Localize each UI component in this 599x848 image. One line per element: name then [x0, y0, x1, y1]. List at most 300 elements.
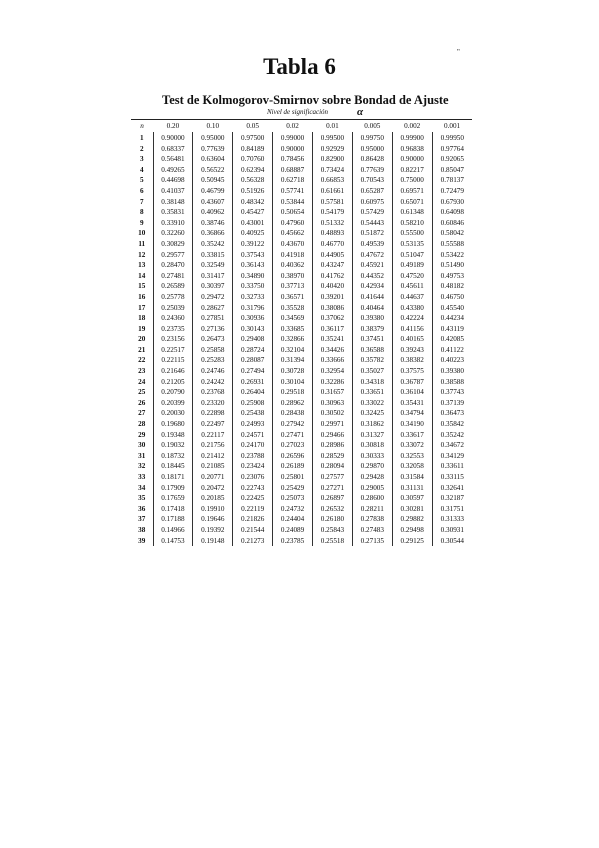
critical-value-cell: 0.24360 — [153, 313, 193, 324]
critical-value-cell: 0.30281 — [392, 504, 432, 515]
critical-value-cell: 0.17188 — [153, 514, 193, 525]
critical-value-cell: 0.32954 — [313, 366, 353, 377]
critical-value-cell: 0.21273 — [233, 536, 273, 547]
row-n-cell: 7 — [139, 197, 144, 206]
critical-value-cell: 0.96838 — [392, 144, 432, 155]
critical-value-cell: 0.56522 — [193, 165, 233, 176]
critical-value-cell: 0.32187 — [432, 493, 472, 504]
critical-value-cell: 0.29472 — [193, 292, 233, 303]
critical-value-cell: 0.35242 — [432, 430, 472, 441]
critical-value-cell: 0.57581 — [313, 197, 353, 208]
critical-value-cell: 0.46770 — [313, 239, 353, 250]
critical-value-cell: 0.21756 — [193, 440, 233, 451]
critical-value-cell: 0.97500 — [233, 132, 273, 144]
critical-value-cell: 0.36588 — [352, 345, 392, 356]
critical-value-cell: 0.77639 — [352, 165, 392, 176]
critical-value-cell: 0.30829 — [153, 239, 193, 250]
critical-value-cell: 0.41918 — [273, 250, 313, 261]
critical-value-cell: 0.54179 — [313, 207, 353, 218]
table-row — [131, 483, 472, 494]
row-n-cell: 22 — [138, 356, 146, 365]
critical-value-cell: 0.34794 — [392, 408, 432, 419]
critical-value-cell: 0.33072 — [392, 440, 432, 451]
column-header-alpha: 0.02 — [286, 122, 299, 130]
critical-value-cell: 0.38086 — [313, 303, 353, 314]
critical-value-cell: 0.84189 — [233, 144, 273, 155]
critical-value-cell: 0.27471 — [273, 430, 313, 441]
critical-value-cell: 0.45921 — [352, 260, 392, 271]
critical-value-cell: 0.53844 — [273, 197, 313, 208]
table-row — [131, 387, 472, 398]
critical-value-cell: 0.32260 — [153, 228, 193, 239]
critical-value-cell: 0.92065 — [432, 154, 472, 165]
critical-value-cell: 0.23735 — [153, 324, 193, 335]
critical-value-cell: 0.36104 — [392, 387, 432, 398]
table-row — [131, 493, 472, 504]
critical-value-cell: 0.34426 — [313, 345, 353, 356]
critical-value-cell: 0.65071 — [392, 197, 432, 208]
table-row — [131, 461, 472, 472]
critical-value-cell: 0.25908 — [233, 398, 273, 409]
table-row — [131, 303, 472, 314]
critical-value-cell: 0.86428 — [352, 154, 392, 165]
critical-value-cell: 0.31327 — [352, 430, 392, 441]
critical-value-cell: 0.48893 — [313, 228, 353, 239]
critical-value-cell: 0.21412 — [193, 451, 233, 462]
critical-value-cell: 0.27136 — [193, 324, 233, 335]
critical-value-cell: 0.48342 — [233, 197, 273, 208]
critical-value-cell: 0.23156 — [153, 334, 193, 345]
critical-value-cell: 0.55500 — [392, 228, 432, 239]
critical-value-cell: 0.18171 — [153, 472, 193, 483]
table-row — [131, 451, 472, 462]
table-row — [131, 514, 472, 525]
critical-value-cell: 0.27838 — [352, 514, 392, 525]
critical-value-cell: 0.32733 — [233, 292, 273, 303]
critical-value-cell: 0.31751 — [432, 504, 472, 515]
critical-value-cell: 0.49265 — [153, 165, 193, 176]
row-n-cell: 2 — [139, 144, 144, 153]
critical-value-cell: 0.22115 — [153, 355, 193, 366]
critical-value-cell: 0.32641 — [432, 483, 472, 494]
critical-value-cell: 0.99500 — [313, 132, 353, 144]
critical-value-cell: 0.28724 — [233, 345, 273, 356]
critical-value-cell: 0.29870 — [352, 461, 392, 472]
critical-value-cell: 0.56481 — [153, 154, 193, 165]
critical-value-cell: 0.31333 — [432, 514, 472, 525]
critical-value-cell: 0.22743 — [233, 483, 273, 494]
critical-value-cell: 0.41122 — [432, 345, 472, 356]
critical-value-cell: 0.14966 — [153, 525, 193, 536]
critical-value-cell: 0.50654 — [273, 207, 313, 218]
critical-value-cell: 0.70760 — [233, 154, 273, 165]
critical-value-cell: 0.35431 — [392, 398, 432, 409]
critical-value-cell: 0.37575 — [392, 366, 432, 377]
row-n-cell: 4 — [139, 165, 144, 174]
critical-value-cell: 0.43119 — [432, 324, 472, 335]
critical-value-cell: 0.33611 — [432, 461, 472, 472]
critical-value-cell: 0.27577 — [313, 472, 353, 483]
critical-value-cell: 0.26897 — [313, 493, 353, 504]
critical-value-cell: 0.99750 — [352, 132, 392, 144]
critical-value-cell: 0.44637 — [392, 292, 432, 303]
critical-value-cell: 0.28094 — [313, 461, 353, 472]
table-row — [131, 419, 472, 430]
critical-value-cell: 0.70543 — [352, 175, 392, 186]
critical-value-cell: 0.97764 — [432, 144, 472, 155]
critical-value-cell: 0.24993 — [233, 419, 273, 430]
critical-value-cell: 0.17418 — [153, 504, 193, 515]
critical-value-cell: 0.66853 — [313, 175, 353, 186]
critical-value-cell: 0.19392 — [193, 525, 233, 536]
critical-value-cell: 0.42085 — [432, 334, 472, 345]
critical-value-cell: 0.17659 — [153, 493, 193, 504]
row-n-cell: 30 — [138, 441, 146, 450]
critical-value-cell: 0.29005 — [352, 483, 392, 494]
critical-value-cell: 0.32549 — [193, 260, 233, 271]
critical-value-cell: 0.51332 — [313, 218, 353, 229]
critical-value-cell: 0.32866 — [273, 334, 313, 345]
critical-value-cell: 0.38148 — [153, 197, 193, 208]
critical-value-cell: 0.26473 — [193, 334, 233, 345]
critical-value-cell: 0.24242 — [193, 377, 233, 388]
table-row — [131, 440, 472, 451]
critical-value-cell: 0.45611 — [392, 281, 432, 292]
table-row — [131, 165, 472, 176]
row-n-cell: 3 — [139, 155, 144, 164]
row-n-cell: 12 — [138, 250, 146, 259]
critical-value-cell: 0.73424 — [313, 165, 353, 176]
critical-value-cell: 0.20399 — [153, 398, 193, 409]
table-row — [131, 345, 472, 356]
row-n-cell: 17 — [138, 303, 146, 312]
critical-value-cell: 0.44905 — [313, 250, 353, 261]
critical-value-cell: 0.22497 — [193, 419, 233, 430]
row-n-cell: 35 — [138, 494, 146, 503]
table-row — [131, 536, 472, 547]
critical-value-cell: 0.34672 — [432, 440, 472, 451]
critical-value-cell: 0.35831 — [153, 207, 193, 218]
critical-value-cell: 0.99000 — [273, 132, 313, 144]
critical-value-cell: 0.25438 — [233, 408, 273, 419]
row-n-cell: 33 — [138, 473, 146, 481]
critical-value-cell: 0.40165 — [392, 334, 432, 345]
critical-value-cell: 0.90000 — [153, 132, 193, 144]
critical-value-cell: 0.30143 — [233, 324, 273, 335]
critical-value-cell: 0.27851 — [193, 313, 233, 324]
critical-value-cell: 0.29971 — [313, 419, 353, 430]
critical-value-cell: 0.19032 — [153, 440, 193, 451]
critical-value-cell: 0.50945 — [193, 175, 233, 186]
critical-value-cell: 0.33910 — [153, 218, 193, 229]
critical-value-cell: 0.32553 — [392, 451, 432, 462]
critical-value-cell: 0.43247 — [313, 260, 353, 271]
critical-value-cell: 0.24404 — [273, 514, 313, 525]
row-n-cell: 10 — [138, 229, 146, 238]
table-row — [131, 313, 472, 324]
critical-value-cell: 0.51872 — [352, 228, 392, 239]
critical-value-cell: 0.31657 — [313, 387, 353, 398]
critical-value-cell: 0.57429 — [352, 207, 392, 218]
row-n-cell: 5 — [139, 176, 144, 185]
critical-value-cell: 0.24732 — [273, 504, 313, 515]
critical-value-cell: 0.27271 — [313, 483, 353, 494]
critical-value-cell: 0.43607 — [193, 197, 233, 208]
critical-value-cell: 0.34890 — [233, 271, 273, 282]
critical-value-cell: 0.24170 — [233, 440, 273, 451]
critical-value-cell: 0.82900 — [313, 154, 353, 165]
critical-value-cell: 0.47960 — [273, 218, 313, 229]
critical-value-cell: 0.37062 — [313, 313, 353, 324]
critical-value-cell: 0.31417 — [193, 271, 233, 282]
critical-value-cell: 0.58042 — [432, 228, 472, 239]
critical-value-cell: 0.25518 — [313, 536, 353, 547]
critical-value-cell: 0.62718 — [273, 175, 313, 186]
critical-value-cell: 0.43001 — [233, 218, 273, 229]
critical-value-cell: 0.46799 — [193, 186, 233, 197]
row-n-cell: 20 — [138, 335, 146, 344]
row-n-cell: 15 — [138, 282, 146, 291]
row-n-cell: 32 — [138, 462, 146, 471]
critical-value-cell: 0.41762 — [313, 271, 353, 282]
column-header-alpha: 0.10 — [206, 122, 220, 130]
critical-value-cell: 0.19646 — [193, 514, 233, 525]
critical-value-cell: 0.26532 — [313, 504, 353, 515]
critical-value-cell: 0.49753 — [432, 271, 472, 282]
critical-value-cell: 0.19348 — [153, 430, 193, 441]
critical-value-cell: 0.68887 — [273, 165, 313, 176]
critical-value-cell: 0.24746 — [193, 366, 233, 377]
row-n-cell: 16 — [138, 292, 146, 301]
critical-value-cell: 0.33666 — [313, 355, 353, 366]
critical-value-cell: 0.35027 — [352, 366, 392, 377]
critical-value-cell: 0.85047 — [432, 165, 472, 176]
critical-value-cell: 0.34129 — [432, 451, 472, 462]
critical-value-cell: 0.64098 — [432, 207, 472, 218]
row-n-cell: 38 — [138, 525, 146, 534]
row-n-cell: 21 — [138, 345, 146, 354]
critical-value-cell: 0.26931 — [233, 377, 273, 388]
critical-value-cell: 0.30818 — [352, 440, 392, 451]
critical-value-cell: 0.69571 — [392, 186, 432, 197]
critical-value-cell: 0.39380 — [352, 313, 392, 324]
critical-value-cell: 0.30963 — [313, 398, 353, 409]
alpha-symbol: α — [357, 106, 364, 118]
row-n-cell: 34 — [138, 483, 146, 492]
critical-value-cell: 0.35242 — [193, 239, 233, 250]
critical-value-cell: 0.31862 — [352, 419, 392, 430]
critical-value-cell: 0.49189 — [392, 260, 432, 271]
critical-value-cell: 0.27942 — [273, 419, 313, 430]
row-n-cell: 36 — [138, 504, 146, 513]
critical-value-cell: 0.34190 — [392, 419, 432, 430]
critical-value-cell: 0.30931 — [432, 525, 472, 536]
table-row — [131, 154, 472, 165]
table-body — [131, 132, 472, 546]
row-n-cell: 26 — [138, 398, 146, 407]
critical-value-cell: 0.62394 — [233, 165, 273, 176]
table-row — [131, 239, 472, 250]
critical-value-cell: 0.32058 — [392, 461, 432, 472]
critical-value-cell: 0.28211 — [352, 504, 392, 515]
row-n-cell: 8 — [139, 208, 144, 217]
table-row — [131, 504, 472, 515]
critical-value-cell: 0.26404 — [233, 387, 273, 398]
critical-value-cell: 0.28986 — [313, 440, 353, 451]
critical-value-cell: 0.36117 — [313, 324, 353, 335]
critical-value-cell: 0.33022 — [352, 398, 392, 409]
critical-value-cell: 0.29882 — [392, 514, 432, 525]
row-n-cell: 39 — [138, 536, 146, 545]
row-n-cell: 11 — [138, 239, 146, 248]
critical-value-cell: 0.30502 — [313, 408, 353, 419]
row-n-cell: 18 — [138, 314, 146, 323]
row-n-cell: 6 — [139, 186, 144, 195]
critical-value-cell: 0.23788 — [233, 451, 273, 462]
critical-value-cell: 0.25843 — [313, 525, 353, 536]
critical-value-cell: 0.25073 — [273, 493, 313, 504]
page-title: Tabla 6 — [263, 54, 336, 79]
critical-value-cell: 0.21646 — [153, 366, 193, 377]
critical-value-cell: 0.58210 — [392, 218, 432, 229]
critical-value-cell: 0.23768 — [193, 387, 233, 398]
critical-value-cell: 0.40962 — [193, 207, 233, 218]
critical-value-cell: 0.43380 — [392, 303, 432, 314]
critical-value-cell: 0.44234 — [432, 313, 472, 324]
critical-value-cell: 0.28087 — [233, 355, 273, 366]
critical-value-cell: 0.20185 — [193, 493, 233, 504]
critical-value-cell: 0.92929 — [313, 144, 353, 155]
critical-value-cell: 0.60846 — [432, 218, 472, 229]
table-row — [131, 197, 472, 208]
critical-value-cell: 0.37451 — [352, 334, 392, 345]
critical-value-cell: 0.21544 — [233, 525, 273, 536]
critical-value-cell: 0.20790 — [153, 387, 193, 398]
critical-value-cell: 0.72479 — [432, 186, 472, 197]
table-row — [131, 408, 472, 419]
critical-value-cell: 0.45427 — [233, 207, 273, 218]
critical-value-cell: 0.40362 — [273, 260, 313, 271]
critical-value-cell: 0.45540 — [432, 303, 472, 314]
critical-value-cell: 0.34318 — [352, 377, 392, 388]
column-header-n: n — [140, 122, 144, 130]
row-n-cell: 25 — [138, 388, 146, 397]
row-n-cell: 1 — [139, 134, 144, 142]
row-n-cell: 23 — [138, 367, 146, 376]
critical-value-cell: 0.33815 — [193, 250, 233, 261]
critical-value-cell: 0.82217 — [392, 165, 432, 176]
critical-value-cell: 0.41644 — [352, 292, 392, 303]
critical-value-cell: 0.31131 — [392, 483, 432, 494]
table-row — [131, 207, 472, 218]
critical-value-cell: 0.28438 — [273, 408, 313, 419]
critical-value-cell: 0.47520 — [392, 271, 432, 282]
significance-header — [131, 106, 472, 119]
critical-value-cell: 0.61348 — [392, 207, 432, 218]
critical-value-cell: 0.65287 — [352, 186, 392, 197]
critical-value-cell: 0.30544 — [432, 536, 472, 547]
critical-value-cell: 0.25858 — [193, 345, 233, 356]
critical-value-cell: 0.37713 — [273, 281, 313, 292]
critical-value-cell: 0.24089 — [273, 525, 313, 536]
critical-value-cell: 0.49539 — [352, 239, 392, 250]
critical-value-cell: 0.27135 — [352, 536, 392, 547]
critical-value-cell: 0.44352 — [352, 271, 392, 282]
critical-value-cell: 0.38379 — [352, 324, 392, 335]
critical-value-cell: 0.26189 — [273, 461, 313, 472]
critical-value-cell: 0.39122 — [233, 239, 273, 250]
critical-values-table — [131, 120, 472, 546]
significance-label: Nivel de significación — [267, 108, 329, 116]
critical-value-cell: 0.22898 — [193, 408, 233, 419]
column-header-alpha: 0.001 — [443, 122, 461, 130]
critical-value-cell: 0.23076 — [233, 472, 273, 483]
critical-value-cell: 0.30728 — [273, 366, 313, 377]
critical-value-cell: 0.35241 — [313, 334, 353, 345]
header-row — [131, 120, 472, 132]
critical-value-cell: 0.33685 — [273, 324, 313, 335]
table-row — [131, 260, 472, 271]
table-row — [131, 218, 472, 229]
table-row — [131, 355, 472, 366]
critical-value-cell: 0.30397 — [193, 281, 233, 292]
critical-value-cell: 0.41037 — [153, 186, 193, 197]
critical-value-cell: 0.51926 — [233, 186, 273, 197]
critical-value-cell: 0.30597 — [392, 493, 432, 504]
table-row — [131, 281, 472, 292]
critical-value-cell: 0.37543 — [233, 250, 273, 261]
critical-value-cell: 0.29408 — [233, 334, 273, 345]
critical-value-cell: 0.25801 — [273, 472, 313, 483]
critical-value-cell: 0.61661 — [313, 186, 353, 197]
critical-value-cell: 0.95000 — [352, 144, 392, 155]
critical-value-cell: 0.27483 — [352, 525, 392, 536]
row-n-cell: 31 — [138, 451, 146, 460]
critical-value-cell: 0.43670 — [273, 239, 313, 250]
critical-value-cell: 0.27494 — [233, 366, 273, 377]
critical-value-cell: 0.78456 — [273, 154, 313, 165]
critical-value-cell: 0.33651 — [352, 387, 392, 398]
critical-value-cell: 0.36787 — [392, 377, 432, 388]
critical-value-cell: 0.18732 — [153, 451, 193, 462]
critical-value-cell: 0.25039 — [153, 303, 193, 314]
critical-value-cell: 0.35528 — [273, 303, 313, 314]
critical-value-cell: 0.23424 — [233, 461, 273, 472]
critical-value-cell: 0.53135 — [392, 239, 432, 250]
critical-value-cell: 0.38970 — [273, 271, 313, 282]
critical-value-cell: 0.28470 — [153, 260, 193, 271]
critical-value-cell: 0.20472 — [193, 483, 233, 494]
critical-value-cell: 0.39243 — [392, 345, 432, 356]
critical-value-cell: 0.29498 — [392, 525, 432, 536]
critical-value-cell: 0.33617 — [392, 430, 432, 441]
critical-value-cell: 0.75000 — [392, 175, 432, 186]
critical-value-cell: 0.35782 — [352, 355, 392, 366]
table-row — [131, 186, 472, 197]
critical-value-cell: 0.77639 — [193, 144, 233, 155]
critical-value-cell: 0.30104 — [273, 377, 313, 388]
critical-value-cell: 0.27023 — [273, 440, 313, 451]
critical-values-table-container — [131, 106, 472, 546]
critical-value-cell: 0.51490 — [432, 260, 472, 271]
row-n-cell: 37 — [138, 515, 146, 524]
critical-value-cell: 0.51047 — [392, 250, 432, 261]
critical-value-cell: 0.56328 — [233, 175, 273, 186]
critical-value-cell: 0.90000 — [273, 144, 313, 155]
table-row — [131, 398, 472, 409]
critical-value-cell: 0.19910 — [193, 504, 233, 515]
table-subtitle: Test de Kolmogorov-Smirnov sobre Bondad de Ajuste — [162, 93, 449, 107]
